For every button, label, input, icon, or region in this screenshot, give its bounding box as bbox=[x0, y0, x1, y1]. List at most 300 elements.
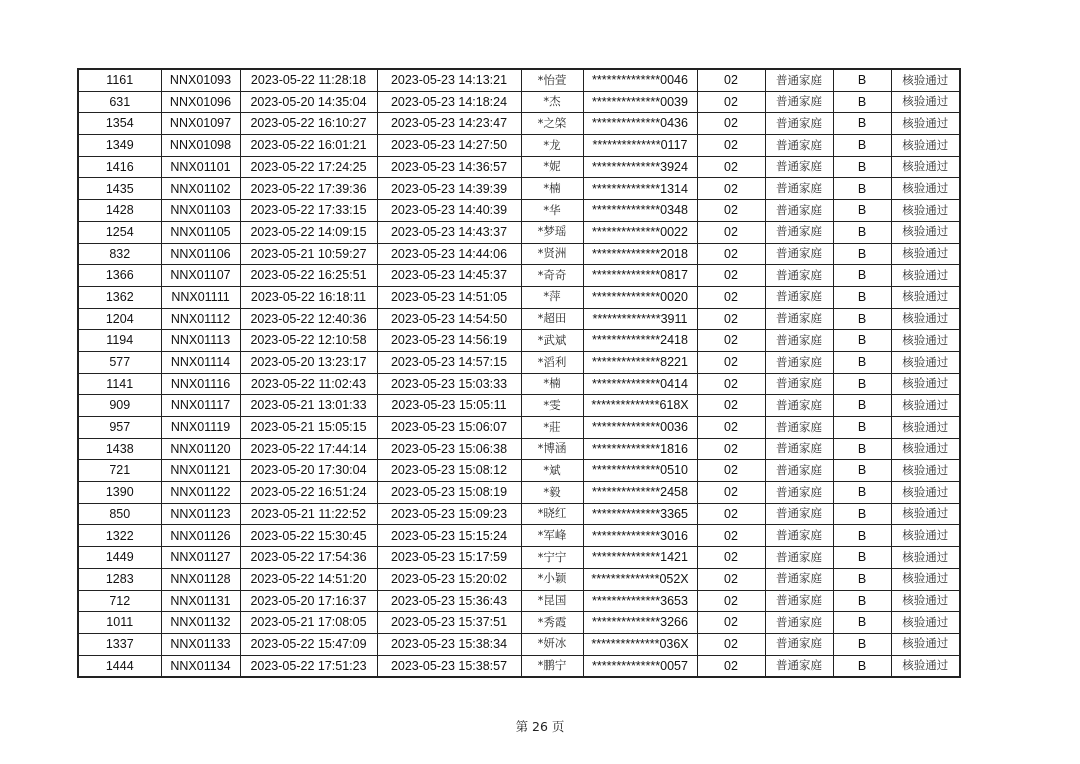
cell-sequence-number: 1322 bbox=[78, 525, 161, 547]
cell-applicant-name: *妍冰 bbox=[521, 633, 583, 655]
cell-review-time: 2023-05-23 14:27:50 bbox=[377, 135, 521, 157]
cell-sequence-number: 1283 bbox=[78, 568, 161, 590]
cell-submit-time: 2023-05-21 11:22:52 bbox=[240, 503, 377, 525]
cell-submit-time: 2023-05-22 16:10:27 bbox=[240, 113, 377, 135]
cell-family-type: 普通家庭 bbox=[765, 221, 833, 243]
cell-grade: B bbox=[833, 655, 891, 677]
cell-review-time: 2023-05-23 14:57:15 bbox=[377, 351, 521, 373]
cell-review-time: 2023-05-23 15:06:07 bbox=[377, 417, 521, 439]
cell-grade: B bbox=[833, 395, 891, 417]
cell-category-code: 02 bbox=[697, 135, 765, 157]
cell-id-number: **************1816 bbox=[583, 438, 697, 460]
cell-application-code: NNX01096 bbox=[161, 91, 240, 113]
cell-category-code: 02 bbox=[697, 568, 765, 590]
cell-review-time: 2023-05-23 14:44:06 bbox=[377, 243, 521, 265]
cell-review-time: 2023-05-23 14:39:39 bbox=[377, 178, 521, 200]
cell-grade: B bbox=[833, 633, 891, 655]
cell-submit-time: 2023-05-22 14:09:15 bbox=[240, 221, 377, 243]
cell-category-code: 02 bbox=[697, 69, 765, 91]
cell-family-type: 普通家庭 bbox=[765, 655, 833, 677]
cell-family-type: 普通家庭 bbox=[765, 351, 833, 373]
cell-id-number: **************0510 bbox=[583, 460, 697, 482]
table-row bbox=[78, 200, 960, 222]
cell-category-code: 02 bbox=[697, 590, 765, 612]
cell-category-code: 02 bbox=[697, 417, 765, 439]
cell-submit-time: 2023-05-20 13:23:17 bbox=[240, 351, 377, 373]
cell-verification-status: 核验通过 bbox=[891, 612, 960, 634]
cell-application-code: NNX01113 bbox=[161, 330, 240, 352]
cell-submit-time: 2023-05-22 12:10:58 bbox=[240, 330, 377, 352]
cell-verification-status: 核验通过 bbox=[891, 547, 960, 569]
cell-review-time: 2023-05-23 14:23:47 bbox=[377, 113, 521, 135]
cell-category-code: 02 bbox=[697, 547, 765, 569]
cell-application-code: NNX01122 bbox=[161, 482, 240, 504]
cell-applicant-name: *昆国 bbox=[521, 590, 583, 612]
cell-category-code: 02 bbox=[697, 351, 765, 373]
cell-sequence-number: 909 bbox=[78, 395, 161, 417]
table-row bbox=[78, 135, 960, 157]
cell-sequence-number: 957 bbox=[78, 417, 161, 439]
table-row bbox=[78, 568, 960, 590]
cell-category-code: 02 bbox=[697, 373, 765, 395]
cell-category-code: 02 bbox=[697, 113, 765, 135]
cell-sequence-number: 1141 bbox=[78, 373, 161, 395]
cell-verification-status: 核验通过 bbox=[891, 590, 960, 612]
cell-review-time: 2023-05-23 14:18:24 bbox=[377, 91, 521, 113]
cell-applicant-name: *宁宁 bbox=[521, 547, 583, 569]
cell-application-code: NNX01116 bbox=[161, 373, 240, 395]
cell-id-number: **************0020 bbox=[583, 286, 697, 308]
cell-grade: B bbox=[833, 438, 891, 460]
cell-applicant-name: *鹏宁 bbox=[521, 655, 583, 677]
table-row bbox=[78, 69, 960, 91]
cell-verification-status: 核验通过 bbox=[891, 330, 960, 352]
cell-category-code: 02 bbox=[697, 286, 765, 308]
cell-verification-status: 核验通过 bbox=[891, 113, 960, 135]
cell-verification-status: 核验通过 bbox=[891, 503, 960, 525]
table-row bbox=[78, 351, 960, 373]
cell-sequence-number: 850 bbox=[78, 503, 161, 525]
cell-sequence-number: 1161 bbox=[78, 69, 161, 91]
cell-id-number: **************2018 bbox=[583, 243, 697, 265]
cell-sequence-number: 1435 bbox=[78, 178, 161, 200]
cell-review-time: 2023-05-23 15:03:33 bbox=[377, 373, 521, 395]
cell-sequence-number: 1449 bbox=[78, 547, 161, 569]
cell-application-code: NNX01114 bbox=[161, 351, 240, 373]
cell-verification-status: 核验通过 bbox=[891, 460, 960, 482]
cell-applicant-name: *妮 bbox=[521, 156, 583, 178]
cell-id-number: **************618X bbox=[583, 395, 697, 417]
cell-review-time: 2023-05-23 15:08:12 bbox=[377, 460, 521, 482]
cell-submit-time: 2023-05-21 17:08:05 bbox=[240, 612, 377, 634]
cell-grade: B bbox=[833, 612, 891, 634]
cell-verification-status: 核验通过 bbox=[891, 351, 960, 373]
cell-review-time: 2023-05-23 15:36:43 bbox=[377, 590, 521, 612]
cell-application-code: NNX01128 bbox=[161, 568, 240, 590]
table-row bbox=[78, 265, 960, 287]
table-row bbox=[78, 482, 960, 504]
cell-family-type: 普通家庭 bbox=[765, 395, 833, 417]
cell-application-code: NNX01102 bbox=[161, 178, 240, 200]
applicant-table bbox=[77, 68, 961, 678]
cell-application-code: NNX01098 bbox=[161, 135, 240, 157]
cell-sequence-number: 1416 bbox=[78, 156, 161, 178]
cell-review-time: 2023-05-23 14:13:21 bbox=[377, 69, 521, 91]
cell-id-number: **************0022 bbox=[583, 221, 697, 243]
cell-applicant-name: *华 bbox=[521, 200, 583, 222]
cell-id-number: **************2458 bbox=[583, 482, 697, 504]
cell-submit-time: 2023-05-22 16:25:51 bbox=[240, 265, 377, 287]
cell-family-type: 普通家庭 bbox=[765, 482, 833, 504]
cell-family-type: 普通家庭 bbox=[765, 547, 833, 569]
cell-applicant-name: *奇奇 bbox=[521, 265, 583, 287]
table-row bbox=[78, 438, 960, 460]
cell-sequence-number: 577 bbox=[78, 351, 161, 373]
cell-review-time: 2023-05-23 15:17:59 bbox=[377, 547, 521, 569]
cell-grade: B bbox=[833, 590, 891, 612]
cell-verification-status: 核验通过 bbox=[891, 200, 960, 222]
cell-family-type: 普通家庭 bbox=[765, 243, 833, 265]
cell-applicant-name: *晓红 bbox=[521, 503, 583, 525]
cell-family-type: 普通家庭 bbox=[765, 69, 833, 91]
cell-grade: B bbox=[833, 221, 891, 243]
cell-family-type: 普通家庭 bbox=[765, 135, 833, 157]
cell-grade: B bbox=[833, 178, 891, 200]
cell-grade: B bbox=[833, 286, 891, 308]
cell-submit-time: 2023-05-22 11:02:43 bbox=[240, 373, 377, 395]
cell-submit-time: 2023-05-22 17:54:36 bbox=[240, 547, 377, 569]
cell-family-type: 普通家庭 bbox=[765, 438, 833, 460]
cell-sequence-number: 1366 bbox=[78, 265, 161, 287]
cell-review-time: 2023-05-23 14:40:39 bbox=[377, 200, 521, 222]
cell-application-code: NNX01121 bbox=[161, 460, 240, 482]
cell-applicant-name: *楠 bbox=[521, 178, 583, 200]
cell-submit-time: 2023-05-21 15:05:15 bbox=[240, 417, 377, 439]
cell-submit-time: 2023-05-22 16:18:11 bbox=[240, 286, 377, 308]
cell-application-code: NNX01107 bbox=[161, 265, 240, 287]
table-row bbox=[78, 286, 960, 308]
cell-family-type: 普通家庭 bbox=[765, 178, 833, 200]
cell-category-code: 02 bbox=[697, 243, 765, 265]
cell-verification-status: 核验通过 bbox=[891, 69, 960, 91]
table-row bbox=[78, 547, 960, 569]
cell-verification-status: 核验通过 bbox=[891, 265, 960, 287]
cell-review-time: 2023-05-23 14:54:50 bbox=[377, 308, 521, 330]
table-row bbox=[78, 460, 960, 482]
cell-applicant-name: *小颖 bbox=[521, 568, 583, 590]
cell-category-code: 02 bbox=[697, 221, 765, 243]
cell-submit-time: 2023-05-20 17:30:04 bbox=[240, 460, 377, 482]
cell-application-code: NNX01112 bbox=[161, 308, 240, 330]
cell-submit-time: 2023-05-21 13:01:33 bbox=[240, 395, 377, 417]
cell-applicant-name: *萍 bbox=[521, 286, 583, 308]
cell-category-code: 02 bbox=[697, 308, 765, 330]
cell-applicant-name: *龙 bbox=[521, 135, 583, 157]
cell-review-time: 2023-05-23 15:09:23 bbox=[377, 503, 521, 525]
table-row bbox=[78, 633, 960, 655]
cell-verification-status: 核验通过 bbox=[891, 221, 960, 243]
cell-sequence-number: 1390 bbox=[78, 482, 161, 504]
cell-id-number: **************0057 bbox=[583, 655, 697, 677]
cell-sequence-number: 721 bbox=[78, 460, 161, 482]
cell-applicant-name: *军峰 bbox=[521, 525, 583, 547]
cell-verification-status: 核验通过 bbox=[891, 178, 960, 200]
cell-verification-status: 核验通过 bbox=[891, 91, 960, 113]
cell-family-type: 普通家庭 bbox=[765, 590, 833, 612]
table-row bbox=[78, 221, 960, 243]
cell-applicant-name: *斌 bbox=[521, 460, 583, 482]
cell-sequence-number: 712 bbox=[78, 590, 161, 612]
page-number: 第 26 页 bbox=[515, 719, 565, 734]
cell-family-type: 普通家庭 bbox=[765, 156, 833, 178]
cell-submit-time: 2023-05-22 15:47:09 bbox=[240, 633, 377, 655]
cell-application-code: NNX01133 bbox=[161, 633, 240, 655]
cell-id-number: **************0046 bbox=[583, 69, 697, 91]
cell-verification-status: 核验通过 bbox=[891, 633, 960, 655]
cell-submit-time: 2023-05-22 17:44:14 bbox=[240, 438, 377, 460]
cell-family-type: 普通家庭 bbox=[765, 503, 833, 525]
cell-grade: B bbox=[833, 547, 891, 569]
cell-id-number: **************1421 bbox=[583, 547, 697, 569]
table-row bbox=[78, 330, 960, 352]
cell-grade: B bbox=[833, 568, 891, 590]
cell-review-time: 2023-05-23 14:36:57 bbox=[377, 156, 521, 178]
cell-application-code: NNX01123 bbox=[161, 503, 240, 525]
cell-review-time: 2023-05-23 15:15:24 bbox=[377, 525, 521, 547]
cell-id-number: **************052X bbox=[583, 568, 697, 590]
cell-application-code: NNX01105 bbox=[161, 221, 240, 243]
table-row bbox=[78, 395, 960, 417]
cell-applicant-name: *博涵 bbox=[521, 438, 583, 460]
cell-family-type: 普通家庭 bbox=[765, 525, 833, 547]
cell-verification-status: 核验通过 bbox=[891, 135, 960, 157]
cell-id-number: **************0036 bbox=[583, 417, 697, 439]
cell-application-code: NNX01093 bbox=[161, 69, 240, 91]
cell-submit-time: 2023-05-20 17:16:37 bbox=[240, 590, 377, 612]
cell-id-number: **************1314 bbox=[583, 178, 697, 200]
cell-application-code: NNX01131 bbox=[161, 590, 240, 612]
table-row bbox=[78, 156, 960, 178]
cell-application-code: NNX01103 bbox=[161, 200, 240, 222]
cell-verification-status: 核验通过 bbox=[891, 655, 960, 677]
cell-review-time: 2023-05-23 15:08:19 bbox=[377, 482, 521, 504]
cell-sequence-number: 1254 bbox=[78, 221, 161, 243]
cell-applicant-name: *武斌 bbox=[521, 330, 583, 352]
cell-sequence-number: 832 bbox=[78, 243, 161, 265]
cell-family-type: 普通家庭 bbox=[765, 91, 833, 113]
cell-family-type: 普通家庭 bbox=[765, 633, 833, 655]
cell-category-code: 02 bbox=[697, 156, 765, 178]
cell-id-number: **************0039 bbox=[583, 91, 697, 113]
table-row bbox=[78, 525, 960, 547]
cell-submit-time: 2023-05-22 16:01:21 bbox=[240, 135, 377, 157]
cell-grade: B bbox=[833, 200, 891, 222]
cell-grade: B bbox=[833, 156, 891, 178]
cell-verification-status: 核验通过 bbox=[891, 395, 960, 417]
cell-category-code: 02 bbox=[697, 265, 765, 287]
cell-review-time: 2023-05-23 15:20:02 bbox=[377, 568, 521, 590]
cell-id-number: **************3016 bbox=[583, 525, 697, 547]
cell-id-number: **************3365 bbox=[583, 503, 697, 525]
cell-grade: B bbox=[833, 308, 891, 330]
cell-grade: B bbox=[833, 417, 891, 439]
cell-application-code: NNX01127 bbox=[161, 547, 240, 569]
cell-grade: B bbox=[833, 460, 891, 482]
cell-id-number: **************0817 bbox=[583, 265, 697, 287]
table-row bbox=[78, 655, 960, 677]
cell-family-type: 普通家庭 bbox=[765, 612, 833, 634]
cell-applicant-name: *楠 bbox=[521, 373, 583, 395]
cell-submit-time: 2023-05-22 14:51:20 bbox=[240, 568, 377, 590]
cell-id-number: **************0414 bbox=[583, 373, 697, 395]
cell-verification-status: 核验通过 bbox=[891, 525, 960, 547]
table-row bbox=[78, 91, 960, 113]
cell-category-code: 02 bbox=[697, 525, 765, 547]
table-row bbox=[78, 417, 960, 439]
cell-grade: B bbox=[833, 351, 891, 373]
cell-grade: B bbox=[833, 525, 891, 547]
cell-grade: B bbox=[833, 91, 891, 113]
cell-applicant-name: *莊 bbox=[521, 417, 583, 439]
cell-category-code: 02 bbox=[697, 612, 765, 634]
cell-category-code: 02 bbox=[697, 460, 765, 482]
cell-applicant-name: *杰 bbox=[521, 91, 583, 113]
cell-category-code: 02 bbox=[697, 503, 765, 525]
cell-category-code: 02 bbox=[697, 395, 765, 417]
cell-sequence-number: 1362 bbox=[78, 286, 161, 308]
cell-applicant-name: *梦瑶 bbox=[521, 221, 583, 243]
cell-grade: B bbox=[833, 330, 891, 352]
cell-review-time: 2023-05-23 14:43:37 bbox=[377, 221, 521, 243]
cell-applicant-name: *超田 bbox=[521, 308, 583, 330]
cell-grade: B bbox=[833, 69, 891, 91]
table-row bbox=[78, 503, 960, 525]
cell-category-code: 02 bbox=[697, 438, 765, 460]
cell-category-code: 02 bbox=[697, 330, 765, 352]
cell-verification-status: 核验通过 bbox=[891, 568, 960, 590]
cell-review-time: 2023-05-23 15:05:11 bbox=[377, 395, 521, 417]
cell-submit-time: 2023-05-22 17:33:15 bbox=[240, 200, 377, 222]
cell-applicant-name: *秀霞 bbox=[521, 612, 583, 634]
cell-id-number: **************036X bbox=[583, 633, 697, 655]
cell-id-number: **************2418 bbox=[583, 330, 697, 352]
cell-id-number: **************0348 bbox=[583, 200, 697, 222]
cell-family-type: 普通家庭 bbox=[765, 568, 833, 590]
cell-id-number: **************8221 bbox=[583, 351, 697, 373]
cell-id-number: **************0117 bbox=[583, 135, 697, 157]
cell-applicant-name: *怡萱 bbox=[521, 69, 583, 91]
cell-sequence-number: 1337 bbox=[78, 633, 161, 655]
cell-sequence-number: 1354 bbox=[78, 113, 161, 135]
cell-id-number: **************0436 bbox=[583, 113, 697, 135]
cell-sequence-number: 1204 bbox=[78, 308, 161, 330]
cell-submit-time: 2023-05-22 17:24:25 bbox=[240, 156, 377, 178]
cell-verification-status: 核验通过 bbox=[891, 308, 960, 330]
cell-review-time: 2023-05-23 15:38:34 bbox=[377, 633, 521, 655]
cell-id-number: **************3911 bbox=[583, 308, 697, 330]
cell-family-type: 普通家庭 bbox=[765, 308, 833, 330]
cell-review-time: 2023-05-23 14:51:05 bbox=[377, 286, 521, 308]
cell-submit-time: 2023-05-22 17:39:36 bbox=[240, 178, 377, 200]
cell-category-code: 02 bbox=[697, 633, 765, 655]
cell-category-code: 02 bbox=[697, 482, 765, 504]
table-row bbox=[78, 373, 960, 395]
cell-id-number: **************3266 bbox=[583, 612, 697, 634]
cell-application-code: NNX01134 bbox=[161, 655, 240, 677]
cell-submit-time: 2023-05-22 17:51:23 bbox=[240, 655, 377, 677]
cell-category-code: 02 bbox=[697, 91, 765, 113]
cell-application-code: NNX01097 bbox=[161, 113, 240, 135]
cell-grade: B bbox=[833, 265, 891, 287]
cell-sequence-number: 1194 bbox=[78, 330, 161, 352]
cell-grade: B bbox=[833, 482, 891, 504]
cell-family-type: 普通家庭 bbox=[765, 113, 833, 135]
table-row bbox=[78, 178, 960, 200]
cell-verification-status: 核验通过 bbox=[891, 438, 960, 460]
cell-family-type: 普通家庭 bbox=[765, 373, 833, 395]
cell-application-code: NNX01101 bbox=[161, 156, 240, 178]
cell-verification-status: 核验通过 bbox=[891, 156, 960, 178]
cell-applicant-name: *贤洲 bbox=[521, 243, 583, 265]
cell-applicant-name: *毅 bbox=[521, 482, 583, 504]
cell-category-code: 02 bbox=[697, 655, 765, 677]
cell-review-time: 2023-05-23 15:38:57 bbox=[377, 655, 521, 677]
cell-family-type: 普通家庭 bbox=[765, 460, 833, 482]
cell-grade: B bbox=[833, 243, 891, 265]
cell-family-type: 普通家庭 bbox=[765, 417, 833, 439]
cell-applicant-name: *之棨 bbox=[521, 113, 583, 135]
cell-id-number: **************3653 bbox=[583, 590, 697, 612]
cell-grade: B bbox=[833, 373, 891, 395]
cell-application-code: NNX01120 bbox=[161, 438, 240, 460]
cell-application-code: NNX01111 bbox=[161, 286, 240, 308]
cell-applicant-name: *滔利 bbox=[521, 351, 583, 373]
cell-id-number: **************3924 bbox=[583, 156, 697, 178]
cell-submit-time: 2023-05-20 14:35:04 bbox=[240, 91, 377, 113]
cell-sequence-number: 631 bbox=[78, 91, 161, 113]
cell-sequence-number: 1438 bbox=[78, 438, 161, 460]
cell-family-type: 普通家庭 bbox=[765, 200, 833, 222]
cell-application-code: NNX01132 bbox=[161, 612, 240, 634]
table-row bbox=[78, 243, 960, 265]
cell-sequence-number: 1011 bbox=[78, 612, 161, 634]
table-row bbox=[78, 590, 960, 612]
cell-family-type: 普通家庭 bbox=[765, 330, 833, 352]
cell-category-code: 02 bbox=[697, 200, 765, 222]
cell-submit-time: 2023-05-22 12:40:36 bbox=[240, 308, 377, 330]
cell-review-time: 2023-05-23 15:37:51 bbox=[377, 612, 521, 634]
cell-application-code: NNX01106 bbox=[161, 243, 240, 265]
cell-verification-status: 核验通过 bbox=[891, 286, 960, 308]
cell-application-code: NNX01117 bbox=[161, 395, 240, 417]
cell-sequence-number: 1444 bbox=[78, 655, 161, 677]
cell-submit-time: 2023-05-21 10:59:27 bbox=[240, 243, 377, 265]
cell-review-time: 2023-05-23 14:56:19 bbox=[377, 330, 521, 352]
table-row bbox=[78, 113, 960, 135]
cell-grade: B bbox=[833, 113, 891, 135]
cell-grade: B bbox=[833, 135, 891, 157]
cell-application-code: NNX01119 bbox=[161, 417, 240, 439]
cell-verification-status: 核验通过 bbox=[891, 243, 960, 265]
table-row bbox=[78, 612, 960, 634]
cell-sequence-number: 1349 bbox=[78, 135, 161, 157]
cell-grade: B bbox=[833, 503, 891, 525]
cell-verification-status: 核验通过 bbox=[891, 417, 960, 439]
cell-family-type: 普通家庭 bbox=[765, 265, 833, 287]
cell-submit-time: 2023-05-22 15:30:45 bbox=[240, 525, 377, 547]
cell-family-type: 普通家庭 bbox=[765, 286, 833, 308]
table-body bbox=[78, 69, 960, 677]
